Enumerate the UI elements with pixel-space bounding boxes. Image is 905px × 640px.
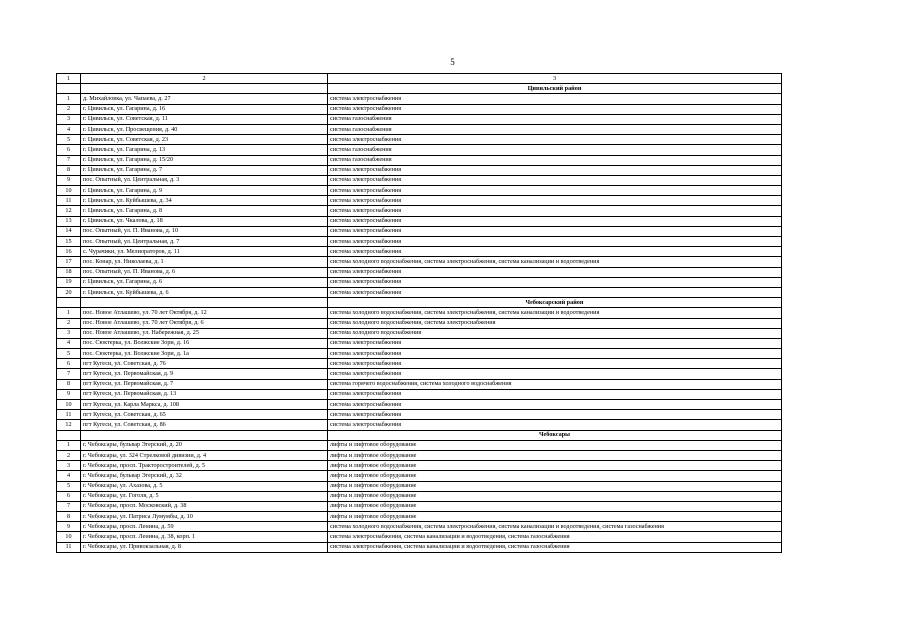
table-row	[57, 400, 782, 410]
row-systems-cell: система электроснабжения	[328, 186, 782, 196]
row-address-cell: пос. Сюктерка, ул. Волжские Зори, д. 16	[81, 338, 328, 348]
row-number-cell: 2	[57, 450, 81, 460]
row-number-cell: 2	[57, 318, 81, 328]
section-spacer-cell	[57, 430, 81, 440]
row-number-cell: 3	[57, 328, 81, 338]
row-number-cell: 1	[57, 94, 81, 104]
row-number-cell: 11	[57, 410, 81, 420]
table-row	[57, 379, 782, 389]
table-row	[57, 532, 782, 542]
section-header-row	[57, 298, 782, 308]
table-row	[57, 287, 782, 297]
row-address-cell: пгт Кугеси, ул. Советская, д. 65	[81, 410, 328, 420]
table-row	[57, 491, 782, 501]
table-row	[57, 104, 782, 114]
section-title: Чебоксарский район	[328, 298, 782, 308]
row-systems-cell: система электроснабжения	[328, 237, 782, 247]
table-row	[57, 471, 782, 481]
row-address-cell: г. Цивильск, ул. Гагарина, д. 15/20	[81, 155, 328, 165]
table-row	[57, 114, 782, 124]
row-address-cell: пос. Новое Атлашево, ул. 70 лет Октября, д. 6	[81, 318, 328, 328]
row-address-cell: пос. Опытный, ул. Центральная, д. 7	[81, 237, 328, 247]
row-number-cell: 10	[57, 400, 81, 410]
row-systems-cell: система электроснабжения	[328, 338, 782, 348]
row-address-cell: г. Цивильск, ул. Гагарина, д. 9	[81, 186, 328, 196]
section-header-row	[57, 84, 782, 94]
row-address-cell: г. Цивильск, ул. Куйбышева, д. 34	[81, 196, 328, 206]
row-systems-cell: система электроснабжения	[328, 389, 782, 399]
row-number-cell: 6	[57, 145, 81, 155]
section-spacer-cell	[81, 298, 328, 308]
page-number: 5	[450, 57, 455, 67]
table-header-row	[57, 74, 782, 84]
row-systems-cell: система электроснабжения	[328, 267, 782, 277]
header-cell-address: 2	[81, 74, 328, 84]
row-address-cell: пос. Опытный, ул. Центральная, д. 3	[81, 175, 328, 185]
row-systems-cell: система электроснабжения	[328, 206, 782, 216]
row-systems-cell: система электроснабжения	[328, 410, 782, 420]
row-address-cell: г. Чебоксары, ул. Привокзальная, д. 8	[81, 542, 328, 552]
row-systems-cell: лифты и лифтовое оборудование	[328, 481, 782, 491]
row-address-cell: пгт Кугеси, ул. Первомайская, д. 9	[81, 369, 328, 379]
table-row	[57, 267, 782, 277]
row-address-cell: пгт Кугеси, ул. Карла Маркса, д. 108	[81, 400, 328, 410]
row-number-cell: 17	[57, 257, 81, 267]
row-systems-cell: система холодного водоснабжения	[328, 328, 782, 338]
row-systems-cell: лифты и лифтовое оборудование	[328, 461, 782, 471]
table-row	[57, 135, 782, 145]
row-number-cell: 7	[57, 501, 81, 511]
row-systems-cell: система холодного водоснабжения, система электроснабжения	[328, 318, 782, 328]
row-address-cell: г. Цивильск, ул. Гагарина, д. 7	[81, 165, 328, 175]
row-number-cell: 2	[57, 104, 81, 114]
row-number-cell: 8	[57, 165, 81, 175]
row-systems-cell: система газоснабжения	[328, 155, 782, 165]
row-address-cell: г. Чебоксары, просп. Ленина, д. 59	[81, 522, 328, 532]
row-number-cell: 15	[57, 237, 81, 247]
table-row	[57, 186, 782, 196]
row-number-cell: 4	[57, 471, 81, 481]
table-row	[57, 542, 782, 552]
table-row	[57, 481, 782, 491]
row-address-cell: г. Чебоксары, бульвар Эгерский, д. 20	[81, 440, 328, 450]
table-row	[57, 369, 782, 379]
row-number-cell: 14	[57, 226, 81, 236]
row-number-cell: 18	[57, 267, 81, 277]
table-row	[57, 318, 782, 328]
row-number-cell: 19	[57, 277, 81, 287]
row-number-cell: 20	[57, 287, 81, 297]
row-address-cell: г. Цивильск, ул. Гагарина, д. 13	[81, 145, 328, 155]
row-systems-cell: система электроснабжения	[328, 420, 782, 430]
table-row	[57, 410, 782, 420]
row-systems-cell: система газоснабжения	[328, 124, 782, 134]
header-cell-systems: 3	[328, 74, 782, 84]
table-row	[57, 277, 782, 287]
table-row	[57, 257, 782, 267]
row-number-cell: 6	[57, 359, 81, 369]
section-spacer-cell	[57, 298, 81, 308]
row-number-cell: 8	[57, 512, 81, 522]
table-row	[57, 206, 782, 216]
row-systems-cell: система газоснабжения	[328, 114, 782, 124]
row-systems-cell: система электроснабжения	[328, 175, 782, 185]
row-number-cell: 7	[57, 155, 81, 165]
row-systems-cell: система электроснабжения	[328, 369, 782, 379]
objects-table	[56, 73, 782, 553]
table-row	[57, 338, 782, 348]
row-address-cell: г. Чебоксары, просп. Ленина, д. 38, корп. 1	[81, 532, 328, 542]
row-address-cell: г. Цивильск, ул. Куйбышева, д. 6	[81, 287, 328, 297]
section-spacer-cell	[81, 84, 328, 94]
row-number-cell: 10	[57, 532, 81, 542]
row-address-cell: г. Чебоксары, ул. Гоголя, д. 5	[81, 491, 328, 501]
row-number-cell: 11	[57, 196, 81, 206]
row-number-cell: 4	[57, 338, 81, 348]
row-address-cell: г. Цивильск, ул. Чкалова, д. 18	[81, 216, 328, 226]
row-systems-cell: лифты и лифтовое оборудование	[328, 491, 782, 501]
row-number-cell: 13	[57, 216, 81, 226]
table-row	[57, 237, 782, 247]
table-row	[57, 420, 782, 430]
table-row	[57, 359, 782, 369]
table-row	[57, 389, 782, 399]
row-systems-cell: система горячего водоснабжения, система холодного водоснабжения	[328, 379, 782, 389]
section-title: Цивильский район	[328, 84, 782, 94]
row-number-cell: 8	[57, 379, 81, 389]
row-address-cell: г. Чебоксары, ул. 324 Стрелковой дивизии, д. 4	[81, 450, 328, 460]
row-number-cell: 3	[57, 114, 81, 124]
row-systems-cell: система электроснабжения	[328, 349, 782, 359]
row-systems-cell: система холодного водоснабжения, система электроснабжения, система канализации и водоотведения	[328, 257, 782, 267]
row-number-cell: 5	[57, 481, 81, 491]
row-number-cell: 6	[57, 491, 81, 501]
row-systems-cell: система газоснабжения	[328, 145, 782, 155]
table-row	[57, 226, 782, 236]
row-systems-cell: лифты и лифтовое оборудование	[328, 512, 782, 522]
table-row	[57, 216, 782, 226]
table-row	[57, 124, 782, 134]
row-systems-cell: система электроснабжения	[328, 400, 782, 410]
row-number-cell: 11	[57, 542, 81, 552]
row-systems-cell: система электроснабжения	[328, 359, 782, 369]
row-address-cell: пос. Новое Атлашево, ул. Набережная, д. 25	[81, 328, 328, 338]
row-address-cell: г. Цивильск, ул. Советская, д. 23	[81, 135, 328, 145]
table-row	[57, 196, 782, 206]
table-row	[57, 522, 782, 532]
row-address-cell: пос. Сюктерка, ул. Волжские Зори, д. 1а	[81, 349, 328, 359]
row-number-cell: 1	[57, 308, 81, 318]
row-systems-cell: система электроснабжения	[328, 216, 782, 226]
row-number-cell: 1	[57, 440, 81, 450]
row-address-cell: пос. Новое Атлашево, ул. 70 лет Октября, д. 12	[81, 308, 328, 318]
row-number-cell: 3	[57, 461, 81, 471]
table-row	[57, 512, 782, 522]
table-row	[57, 145, 782, 155]
row-systems-cell: лифты и лифтовое оборудование	[328, 440, 782, 450]
table-row	[57, 450, 782, 460]
row-address-cell: пос. Конар, ул. Николаева, д. 1	[81, 257, 328, 267]
row-address-cell: г. Чебоксары, ул. Ахазова, д. 5	[81, 481, 328, 491]
row-systems-cell: система холодного водоснабжения, система электроснабжения, система канализации и водоотведения	[328, 308, 782, 318]
row-address-cell: г. Чебоксары, ул. Патриса Лумумбы, д. 10	[81, 512, 328, 522]
table-row	[57, 175, 782, 185]
row-address-cell: г. Чебоксары, просп. Тракторостроителей, д. 5	[81, 461, 328, 471]
row-systems-cell: система холодного водоснабжения, система электроснабжения, система канализации и водоотведения, система газоснабжения	[328, 522, 782, 532]
row-number-cell: 5	[57, 135, 81, 145]
row-systems-cell: система электроснабжения	[328, 226, 782, 236]
row-systems-cell: система электроснабжения	[328, 247, 782, 257]
row-systems-cell: лифты и лифтовое оборудование	[328, 450, 782, 460]
row-number-cell: 12	[57, 420, 81, 430]
row-number-cell: 9	[57, 522, 81, 532]
section-title: Чебоксары	[328, 430, 782, 440]
row-address-cell: г. Чебоксары, бульвар Эгерский, д. 32	[81, 471, 328, 481]
row-address-cell: пгт Кугеси, ул. Советская, д. 76	[81, 359, 328, 369]
table-row	[57, 349, 782, 359]
row-address-cell: пос. Опытный, ул. П. Иванова, д. 10	[81, 226, 328, 236]
table-row	[57, 155, 782, 165]
table-row	[57, 461, 782, 471]
row-number-cell: 16	[57, 247, 81, 257]
row-systems-cell: система электроснабжения	[328, 196, 782, 206]
row-systems-cell: система электроснабжения	[328, 94, 782, 104]
row-number-cell: 9	[57, 389, 81, 399]
row-systems-cell: система электроснабжения, система канализации и водоотведения, система газоснабжения	[328, 542, 782, 552]
row-address-cell: г. Цивильск, ул. Гагарина, д. 6	[81, 277, 328, 287]
row-address-cell: пгт Кугеси, ул. Советская, д. 86	[81, 420, 328, 430]
row-systems-cell: система электроснабжения, система канализации и водоотведения, система газоснабжения	[328, 532, 782, 542]
header-cell-number: 1	[57, 74, 81, 84]
table-row	[57, 165, 782, 175]
row-number-cell: 4	[57, 124, 81, 134]
table-row	[57, 501, 782, 511]
table-row	[57, 328, 782, 338]
row-number-cell: 9	[57, 175, 81, 185]
row-systems-cell: система электроснабжения	[328, 104, 782, 114]
row-number-cell: 12	[57, 206, 81, 216]
table-row	[57, 247, 782, 257]
section-spacer-cell	[57, 84, 81, 94]
row-address-cell: с. Чурачики, ул. Мелиораторов, д. 11	[81, 247, 328, 257]
row-systems-cell: система электроснабжения	[328, 165, 782, 175]
row-systems-cell: лифты и лифтовое оборудование	[328, 501, 782, 511]
row-systems-cell: лифты и лифтовое оборудование	[328, 471, 782, 481]
section-spacer-cell	[81, 430, 328, 440]
row-systems-cell: система электроснабжения	[328, 135, 782, 145]
row-address-cell: г. Цивильск, ул. Гагарина, д. 8	[81, 206, 328, 216]
row-number-cell: 10	[57, 186, 81, 196]
row-address-cell: пгт Кугеси, ул. Первомайская, д. 13	[81, 389, 328, 399]
row-address-cell: г. Цивильск, ул. Просвещения, д. 40	[81, 124, 328, 134]
row-address-cell: г. Цивильск, ул. Гагарина, д. 16	[81, 104, 328, 114]
row-address-cell: г. Цивильск, ул. Советская, д. 11	[81, 114, 328, 124]
row-address-cell: пос. Опытный, ул. П. Иванова, д. 6	[81, 267, 328, 277]
table-row	[57, 94, 782, 104]
row-address-cell: пгт Кугеси, ул. Первомайская, д. 7	[81, 379, 328, 389]
row-number-cell: 5	[57, 349, 81, 359]
section-header-row	[57, 430, 782, 440]
row-systems-cell: система электроснабжения	[328, 277, 782, 287]
table-row	[57, 440, 782, 450]
row-systems-cell: система электроснабжения	[328, 287, 782, 297]
table-row	[57, 308, 782, 318]
row-address-cell: д. Михайловка, ул. Чапаева, д. 27	[81, 94, 328, 104]
row-address-cell: г. Чебоксары, просп. Московский, д. 38	[81, 501, 328, 511]
row-number-cell: 7	[57, 369, 81, 379]
